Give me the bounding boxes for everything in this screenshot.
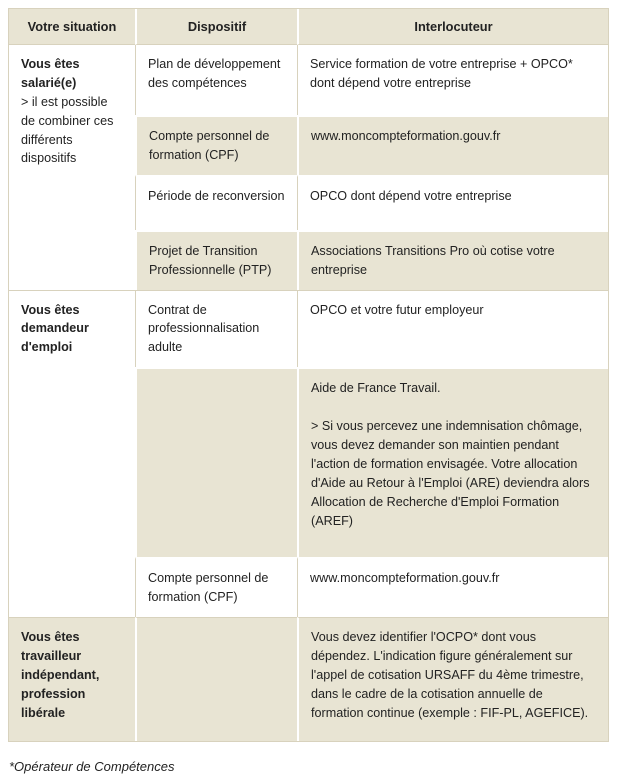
dispositif-cell: Contrat de professionnalisation adulte (135, 290, 297, 368)
situation-title: Vous êtes travailleur indépendant, profession libérale (21, 630, 100, 720)
footnote-opco-definition: *Opérateur de Compétences (9, 759, 175, 775)
dispositif-cell-empty (135, 367, 297, 557)
situation-cell-travailleur-independant (9, 617, 135, 741)
dispositif-cell: Plan de développement des compétences (135, 45, 297, 115)
column-header-dispositif: Dispositif (135, 9, 297, 45)
interlocuteur-cell: www.moncompteformation.gouv.fr (297, 115, 608, 175)
interlocuteur-cell: Service formation de votre entreprise + OPCO* dont dépend votre entreprise (297, 45, 608, 115)
dispositif-cell-empty (135, 617, 297, 741)
situation-cell-salarie (9, 45, 135, 290)
interlocuteur-cell: OPCO dont dépend votre entreprise (297, 175, 608, 230)
column-header-interlocuteur: Interlocuteur (297, 9, 608, 45)
dispositif-cell: Projet de Transition Professionnelle (PTP) (135, 230, 297, 290)
dispositif-cell: Période de reconversion (135, 175, 297, 230)
interlocuteur-paragraph: > Si vous percevez une indemnisation chômage, vous devez demander son maintien pendant l'action de formation envisagée. Votre allocation d'Aide au Retour à l'Emploi (ARE) deviendra alors Allocation de Recherche d'Emploi Formation (AREF) (311, 419, 590, 528)
dispositif-cell: Compte personnel de formation (CPF) (135, 557, 297, 617)
situation-title: Vous êtes salarié(e) (21, 57, 80, 90)
situation-note: > il est possible de combiner ces différents dispositifs (21, 94, 114, 166)
interlocuteur-cell: Associations Transitions Pro où cotise votre entreprise (297, 230, 608, 290)
interlocuteur-cell: www.moncompteformation.gouv.fr (297, 557, 608, 617)
interlocuteur-cell (297, 367, 608, 557)
situation-cell-demandeur-emploi (9, 290, 135, 618)
dispositif-cell: Compte personnel de formation (CPF) (135, 115, 297, 175)
column-header-votre-situation: Votre situation (9, 9, 135, 45)
interlocuteur-paragraph: Aide de France Travail. (311, 381, 441, 396)
situation-title: Vous êtes demandeur d'emploi (21, 302, 89, 355)
formation-dispositifs-table (8, 8, 609, 742)
interlocuteur-cell: Vous devez identifier l'OCPO* dont vous dépendez. L'indication figure généralement sur l'appel de cotisation URSAFF du 4ème trimestre, dans le cadre de la cotisation annuelle de formation continue (exemple : FIF-PL, AGEFICE). (297, 617, 608, 741)
interlocuteur-cell: OPCO et votre futur employeur (297, 290, 608, 368)
